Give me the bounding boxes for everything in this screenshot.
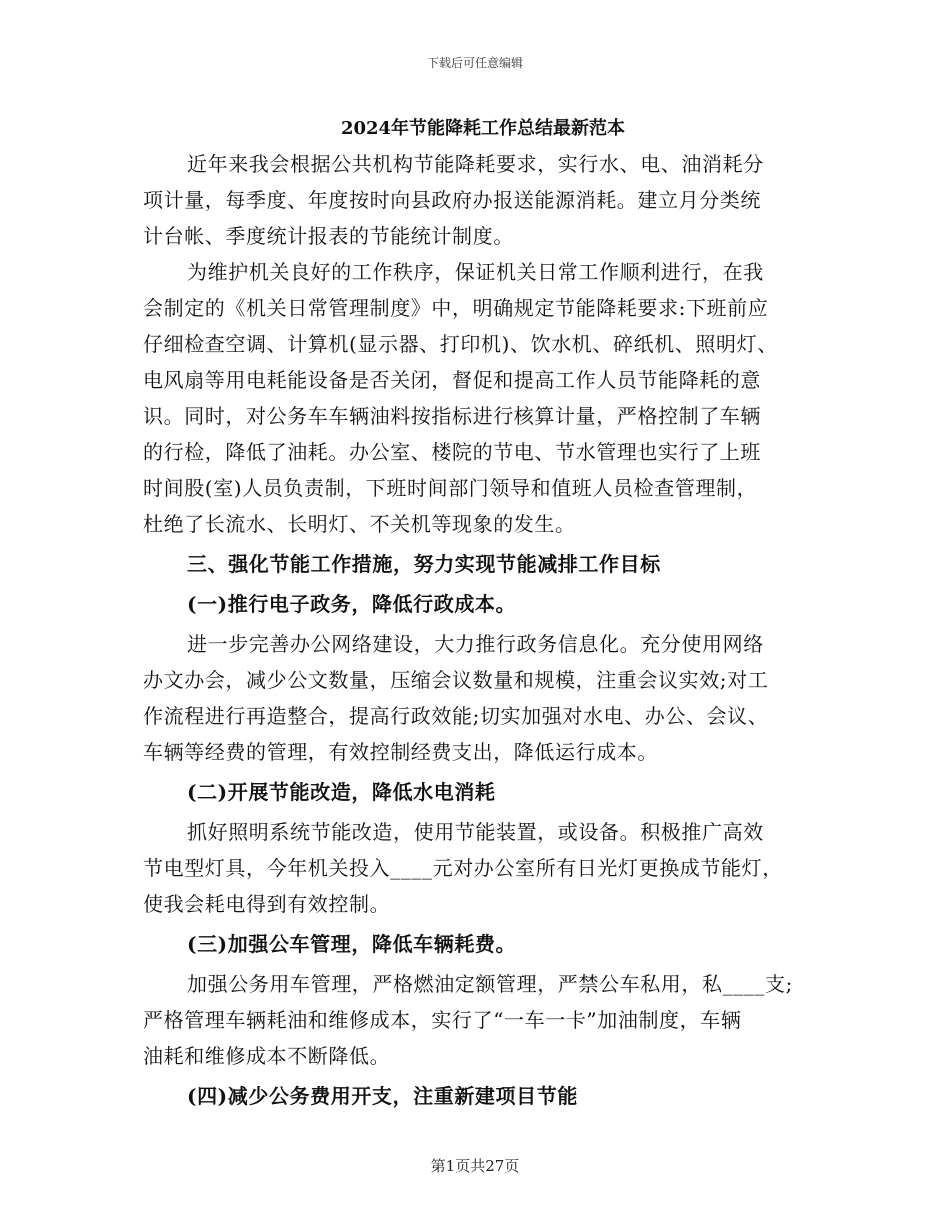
- text-line: 时间股(室)人员负责制，下班时间部门领导和值班人员检查管理制，: [143, 476, 758, 500]
- paragraph-b: [143, 814, 823, 922]
- text-line: 油耗和维修成本不断降低。: [143, 1044, 391, 1068]
- text-line: 车辆等经费的管理，有效控制经费支出，降低运行成本。: [143, 740, 658, 764]
- text-line: 为维护机关良好的工作秩序，保证机关日常工作顺利进行，在我: [187, 260, 764, 284]
- text-line: 的行检，降低了油耗。办公室、楼院的节电、节水管理也实行了上班: [143, 440, 761, 464]
- text-line: 严格管理车辆耗油和维修成本，实行了“一车一卡”加油制度，车辆: [143, 1008, 742, 1032]
- page-footer-number: 第1页共27页: [430, 1157, 520, 1175]
- subheading-d: (四)减少公务费用开支，注重新建项目节能: [187, 1084, 578, 1108]
- text-line: 办文办会，减少公文数量，压缩会议数量和规模，注重会议实效;对工: [143, 668, 769, 692]
- text-line: 抓好照明系统节能改造，使用节能装置，或设备。积极推广高效: [187, 820, 764, 844]
- paragraph-1: [143, 146, 823, 254]
- document-body: [143, 112, 823, 1118]
- subheading-c: (三)加强公车管理，降低车辆耗费。: [187, 932, 517, 956]
- subheading-a: (一)推行电子政务，降低行政成本。: [187, 592, 517, 616]
- text-line: 近年来我会根据公共机构节能降耗要求，实行水、电、油消耗分: [187, 152, 764, 176]
- text-line: 仔细检查空调、计算机(显示器、打印机)、饮水机、碎纸机、照明灯、: [143, 332, 778, 356]
- text-line: 使我会耗电得到有效控制。: [143, 892, 391, 916]
- page-header-note: 下载后可任意编辑: [426, 56, 523, 70]
- paragraph-a: [143, 626, 823, 770]
- text-line: 项计量，每季度、年度按时向县政府办报送能源消耗。建立月分类统: [143, 188, 761, 212]
- text-line: 计台帐、季度统计报表的节能统计制度。: [143, 224, 514, 248]
- text-line: 杜绝了长流水、长明灯、不关机等现象的发生。: [143, 512, 576, 536]
- text-line: 会制定的《机关日常管理制度》中，明确规定节能降耗要求:下班前应: [143, 296, 769, 320]
- paragraph-c: [143, 966, 823, 1074]
- text-line: 作流程进行再造整合，提高行政效能;切实加强对水电、办公、会议、: [143, 704, 769, 728]
- text-line: 加强公务用车管理，严格燃油定额管理，严禁公车私用，私____支;: [187, 972, 793, 996]
- text-line: 进一步完善办公网络建设，大力推行政务信息化。充分使用网络: [187, 632, 764, 656]
- text-line: 节电型灯具，今年机关投入____元对办公室所有日光灯更换成节能灯，: [143, 856, 783, 880]
- document-title: 2024年节能降耗工作总结最新范本: [340, 118, 626, 139]
- text-line: 识。同时，对公务车车辆油料按指标进行核算计量，严格控制了车辆: [143, 404, 761, 428]
- paragraph-2: [143, 254, 823, 542]
- subheading-b: (二)开展节能改造，降低水电消耗: [187, 780, 496, 804]
- text-line: 电风扇等用电耗能设备是否关闭，督促和提高工作人员节能降耗的意: [143, 368, 761, 392]
- section-heading-3: 三、强化节能工作措施，努力实现节能减排工作目标: [187, 552, 661, 576]
